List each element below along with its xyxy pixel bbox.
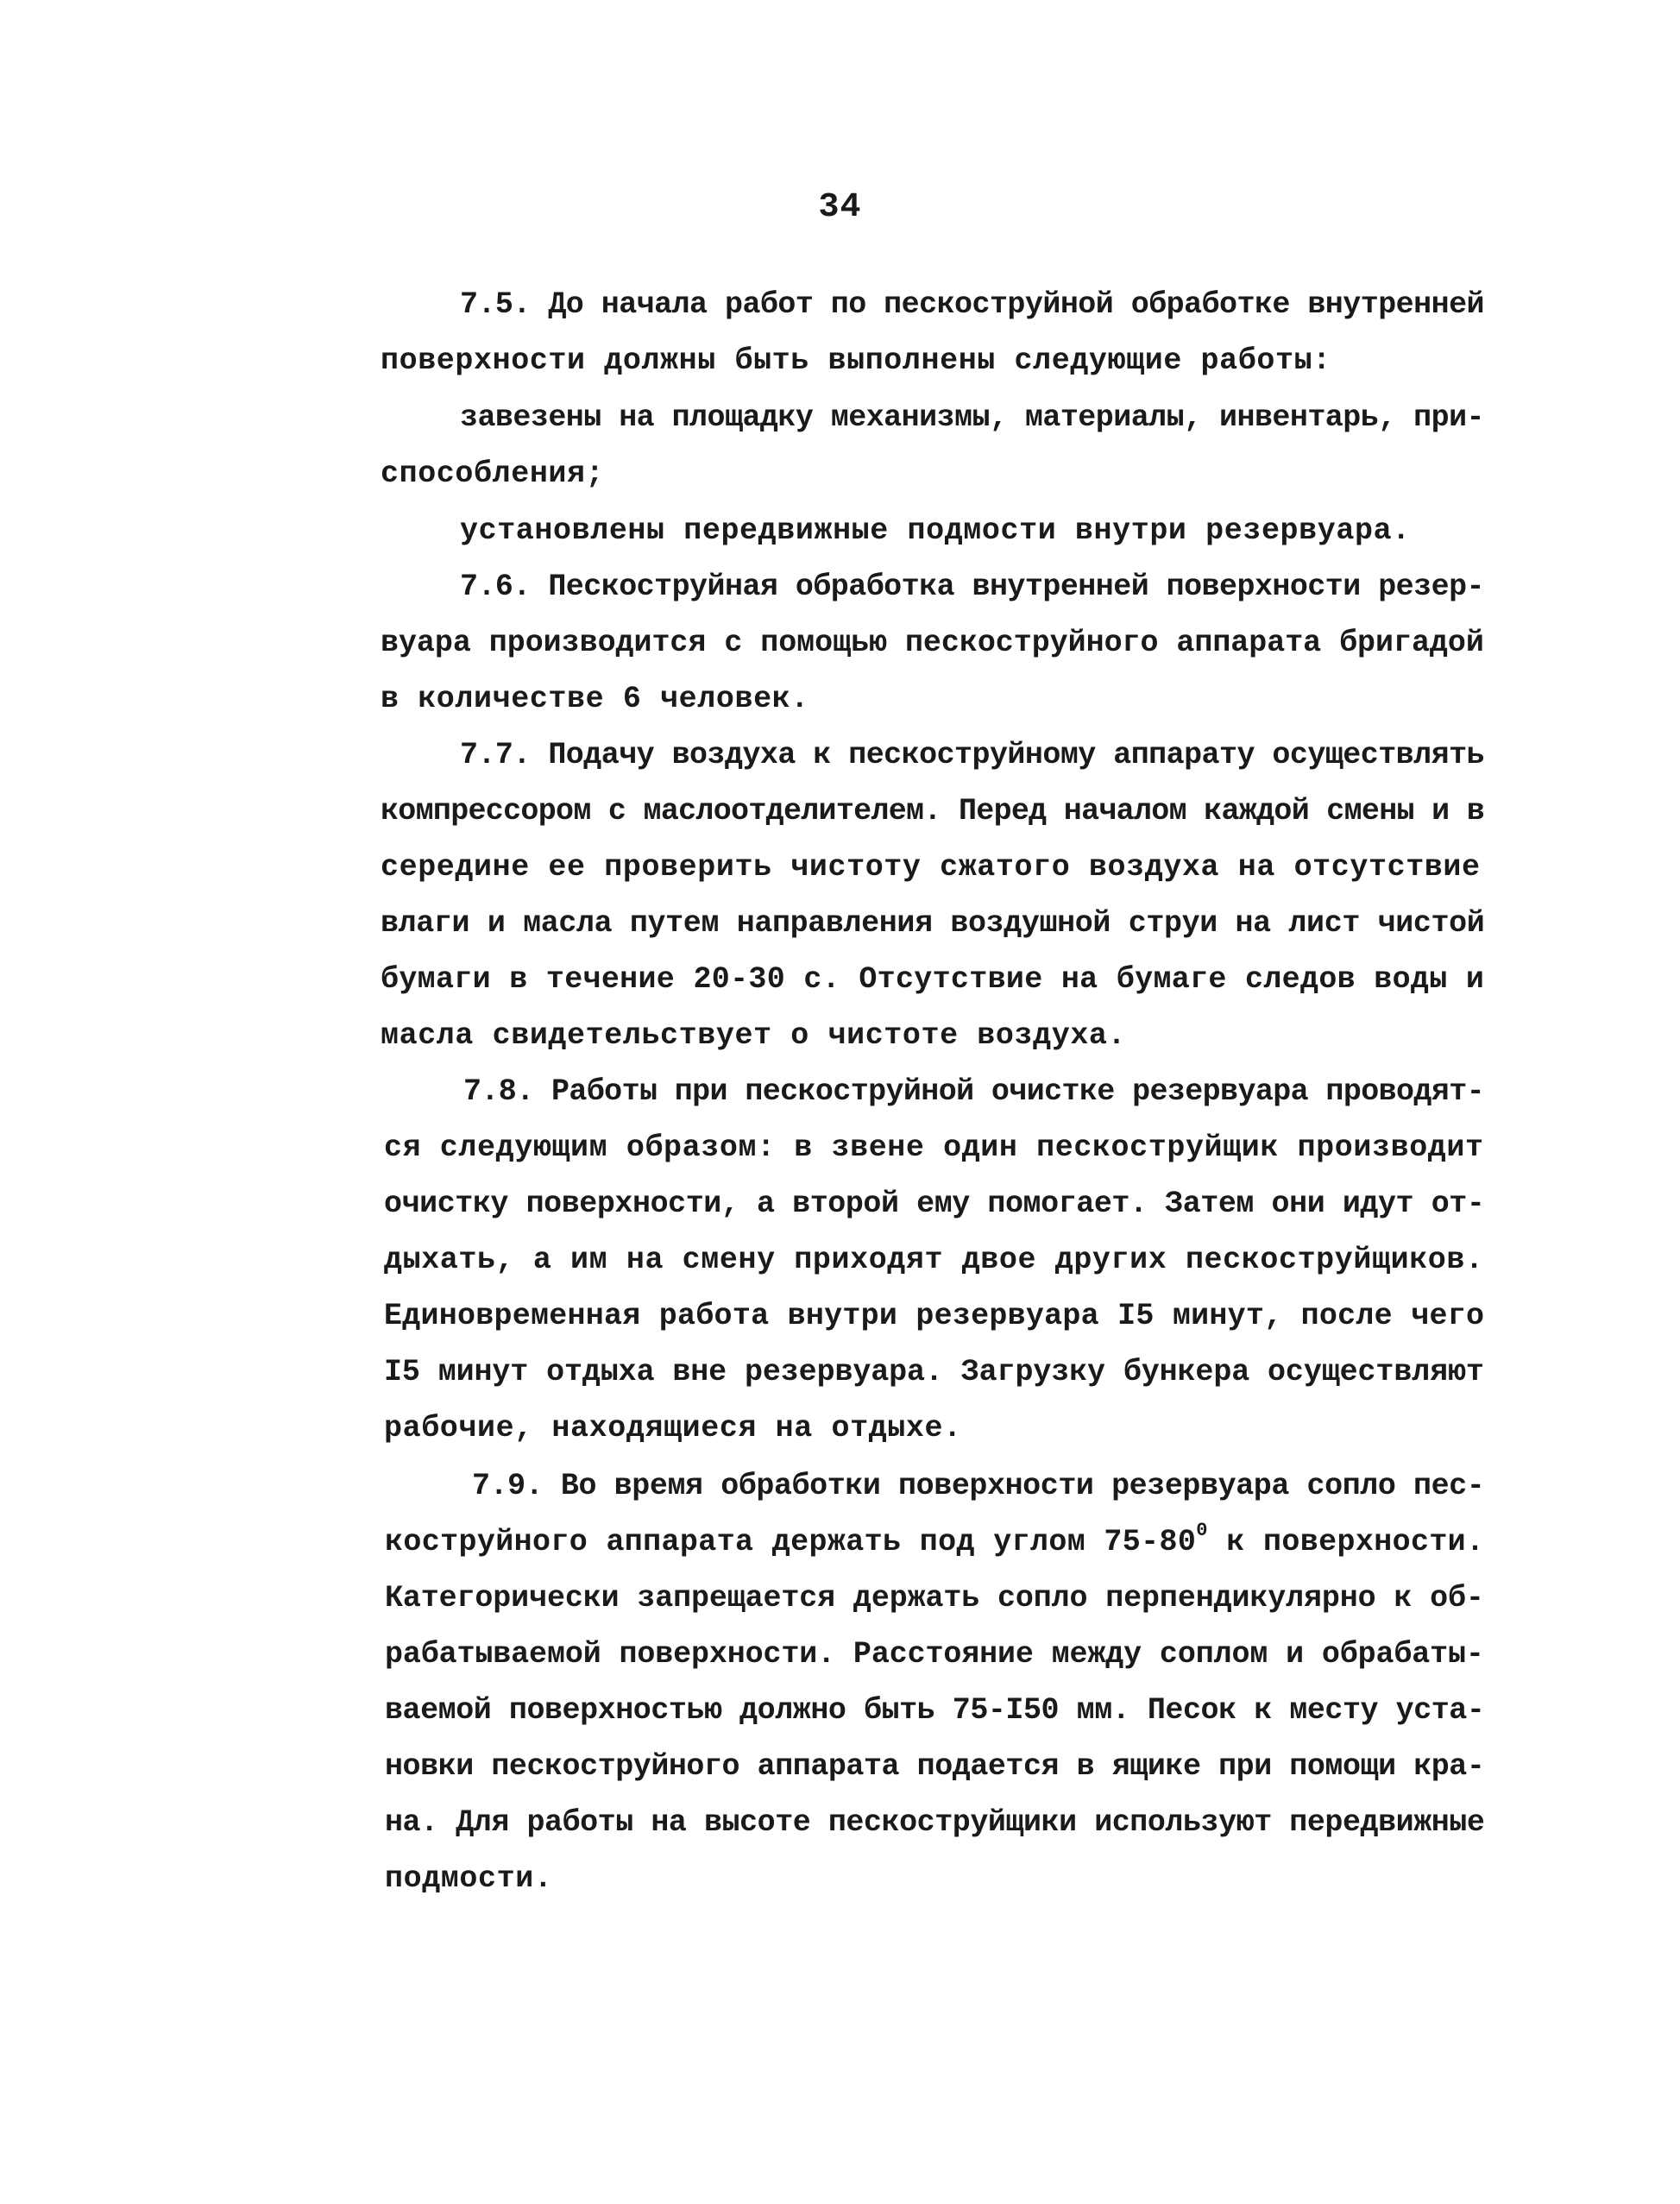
text-line: 7.9. Во время обработки поверхности резервуара сопло пес- <box>472 1469 1485 1503</box>
text-line: завезены на площадку механизмы, материалы, инвентарь, при- <box>460 400 1484 435</box>
text-segment: коструйного аппарата держать под углом 75-80 <box>385 1525 1197 1559</box>
text-line: влаги и масла путем направления воздушной струи на лист чистой <box>381 906 1485 941</box>
page-number: 34 <box>818 188 862 227</box>
text-line: рабатываемой поверхности. Расстояние между соплом и обрабаты- <box>385 1637 1484 1672</box>
text-line: Единовременная работа внутри резервуара I5 минут, после чего <box>384 1299 1485 1333</box>
text-line: новки пескоструйного аппарата подается в ящике при помощи кра- <box>385 1749 1485 1784</box>
text-line: Категорически запрещается держать сопло перпендикулярно к об- <box>385 1581 1484 1615</box>
text-line: 7.7. Подачу воздуха к пескоструйному аппарату осуществлять <box>460 738 1484 772</box>
text-line: вуара производится с помощью пескоструйного аппарата бригадой <box>381 626 1484 660</box>
text-line: на. Для работы на высоте пескоструйщики используют передвижные <box>385 1805 1485 1840</box>
text-line: установлены передвижные подмости внутри резервуара. <box>460 513 1411 548</box>
text-line: поверхности должны быть выполнены следующие работы: <box>381 343 1331 378</box>
text-line: рабочие, находящиеся на отдыхе. <box>384 1411 962 1445</box>
degree-superscript: 0 <box>1196 1520 1208 1542</box>
text-line: подмости. <box>385 1861 553 1896</box>
text-line: компрессором с маслоотделителем. Перед началом каждой смены и в <box>381 794 1485 828</box>
text-line: ваемой поверхностью должно быть 75-I50 мм. Песок к месту уста- <box>385 1693 1485 1728</box>
text-line: ся следующим образом: в звене один пескоструйщик производит <box>384 1130 1484 1165</box>
text-line: масла свидетельствует о чистоте воздуха. <box>381 1018 1127 1053</box>
text-line: в количестве 6 человек. <box>381 682 809 716</box>
text-line: бумаги в течение 20-30 с. Отсутствие на бумаге следов воды и <box>381 962 1485 997</box>
text-line <box>385 1520 1485 1561</box>
text-line: 7.6. Пескоструйная обработка внутренней поверхности резер- <box>460 570 1484 604</box>
text-line: очистку поверхности, а второй ему помогает. Затем они идут от- <box>384 1187 1485 1221</box>
text-line: середине ее проверить чистоту сжатого воздуха на отсутствие <box>381 850 1481 885</box>
text-line: способления; <box>381 457 605 491</box>
text-line: I5 минут отдыха вне резервуара. Загрузку бункера осуществляют <box>384 1355 1484 1389</box>
text-segment: к поверхности. <box>1207 1525 1485 1559</box>
text-line: 7.8. Работы при пескоструйной очистке резервуара проводят- <box>463 1074 1484 1109</box>
text-line: дыхать, а им на смену приходят двое других пескоструйщиков. <box>384 1243 1484 1277</box>
text-line: 7.5. До начала работ по пескоструйной обработке внутренней <box>460 287 1484 322</box>
